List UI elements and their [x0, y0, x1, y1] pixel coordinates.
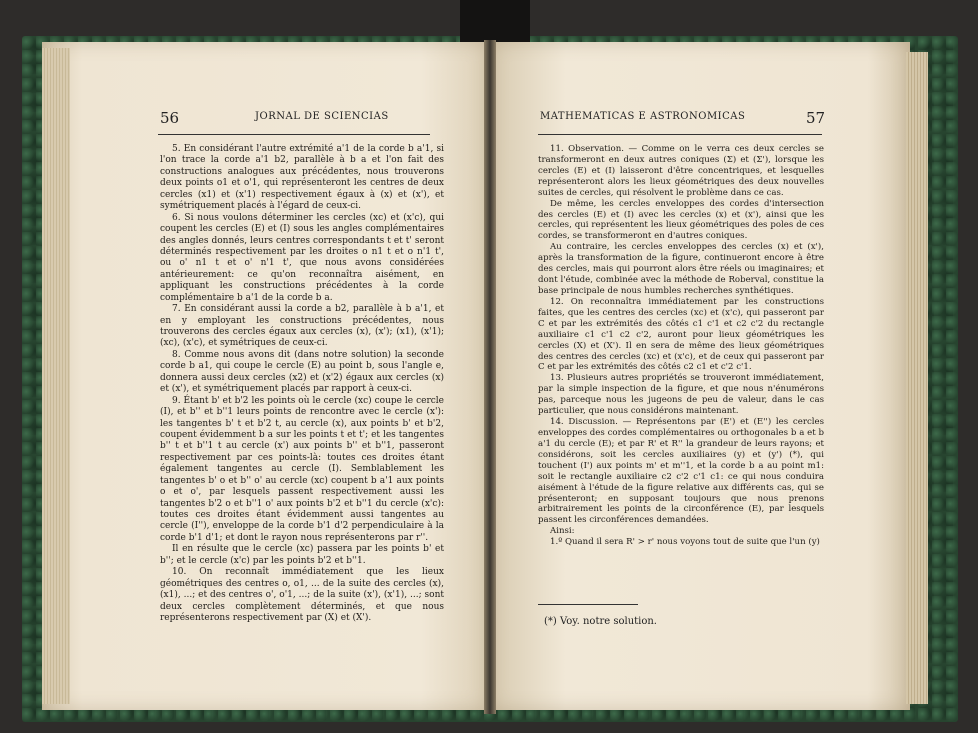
right-running-header: MATHEMATICAS E ASTRONOMICAS — [540, 111, 746, 122]
paragraph-10: 10. On reconnaît immédiatement que les lieux géométriques des centres o, o1, ... de la suite des cercles (x), (x1), ...; et des centres o', o'1, ...; de la suite (x'), (x'1), ...; sont deux cercles complètement déterminés, et que nous représenterons respectivement par (X) et (X'). — [160, 567, 444, 623]
paragraph-9: 9. Étant b' et b'2 les points où le cercle (xc) coupe le cercle (I), et b'' et b''1 leurs points de rencontre avec le cercle (x'): les tangentes b' t et b'2 t, au cercle (x), aux points b' et b'2, coupent évidemment b a sur les points t et t'; et les tangentes b'' t et b''1 t au cercle (x') aux points b'' et b''1, passeront respectivement par ces points-là: toutes ces droites étant également tangentes au cercle (I). Semblablement les tangentes b' o et b'' o' au cercle (xc) coupent b a'1 aux points o et o', par lesquels passent respectivement aussi les tangentes b'2 o et b''1 o' aux points b'2 et b''1 du cercle (x'c): toutes ces droites étant évidemment aussi tangentes au cercle (I''), enveloppe de la corde b'1 d'2 perpendiculaire à la corde b'1 d'1; et dont le rayon nous représenterons par r''. — [160, 395, 444, 543]
paragraph-6: 6. Si nous voulons déterminer les cercles (xc) et (x'c), qui coupent les cercles (E) et (I) sous les angles complémentaires des angles donnés, leurs centres correspondants t et t' seront déterminés respectivement par les droites o n1 t et o n'1 t', ou o' n1 t et o' n'1 t', que nous avons considérées antérieurement: ce qu'on reconnaîtra aisément, en appliquant les constructions précédentes à la corde complémentaire b a'1 de la corde b a. — [160, 212, 444, 303]
paragraph-11c: Au contraire, les cercles enveloppes des cercles (x) et (x'), après la transformation de la figure, continueront encore à être des cercles, mais qui pourront alors être réels ou imaginaires; et dont l'étude, combinée avec la méthode de Roberval, constitue la base principale de nous humbles recherches synthétiques. — [538, 242, 824, 296]
right-text-column — [538, 144, 824, 548]
book-gutter — [484, 40, 496, 714]
right-page-number: 57 — [806, 109, 826, 127]
left-page-number: 56 — [160, 109, 180, 127]
left-header-rule — [158, 134, 430, 135]
paragraph-case-1: 1.º Quand il sera R' > r' nous voyons tout de suite que l'un (y) — [550, 537, 820, 548]
right-page-edges — [906, 52, 928, 704]
paragraph-13: 13. Plusieurs autres propriétés se trouveront immédiatement, par la simple inspection de la figure, et que nous n'énumérons pas, parceque nous les jugeons de peu de valeur, dans le cas particulier, que nous considérons maintenant. — [538, 373, 824, 417]
paragraph-12: 12. On reconnaîtra immédiatement par les constructions faites, que les centres des cercles (xc) et (x'c), qui passeront par C et par les extrémités des côtés c1 c'1 et c2 c'2 du rectangle auxiliaire c1 c'1 c2 c'2, auront pour lieux géométriques les cercles (X) et (X'). Il en sera de même des lieux géométriques des centres des cercles (xc) et (x'c), et de ceux qui passeront par C et par les extrémités des côtés c2 c1 et c'2 c'1. — [538, 296, 824, 373]
left-text-column — [160, 144, 444, 624]
paragraph-5: 5. En considérant l'autre extrémité a'1 de la corde b a'1, si l'on trace la corde a'1 b2, parallèle à b a et l'on fait des constructions analogues aux précédentes, nous trouverons deux points o1 et o'1, qui représenteront les centres de deux cercles (x1) et (x'1) respectivement égaux à (x) et (x'), et symétriquement placés à l'égard de ceux-ci. — [160, 144, 444, 212]
paragraph-9-result: Il en résulte que le cercle (xc) passera par les points b' et b''; et le cercle (x'c) par les points b'2 et b''1. — [160, 544, 444, 566]
spine-shadow — [460, 0, 530, 44]
footnote: (*) Voy. notre solution. — [544, 616, 657, 627]
footnote-rule — [538, 604, 638, 605]
paragraph-11b: De même, les cercles enveloppes des cordes d'intersection des cercles (E) et (I) avec les cercles (x) et (x'), ainsi que les cercles, qui représentent les lieux géométriques des poles de ces cordes, se transformeront en d'autres coniques. — [538, 198, 824, 242]
left-page-edges — [42, 48, 70, 704]
left-running-header: JORNAL DE SCIENCIAS — [255, 111, 389, 122]
paragraph-8: 8. Comme nous avons dit (dans notre solution) la seconde corde b a1, qui coupe le cercle (E) au point b, sous l'angle e, donnera aussi deux cercles (x2) et (x'2) égaux aux cercles (x) et (x'), et symétriquement placés par rapport à ceux-ci. — [160, 349, 444, 395]
paragraph-ainsi: Ainsi: — [550, 526, 575, 537]
paragraph-7: 7. En considérant aussi la corde a b2, parallèle à b a'1, et en y employant les constructions précédentes, nous trouverons des cercles égaux aux cercles (x), (x'); (x1), (x'1); (xc), (x'c), et symétriques de ceux-ci. — [160, 304, 444, 349]
right-header-rule — [538, 134, 822, 135]
paragraph-14: 14. Discussion. — Représentons par (E') et (E'') les cercles enveloppes des cordes complémentaires ou orthogonales b a et b a'1 du cercle (E); et par R' et R'' la grandeur de leurs rayons; et considérons, soit les cercles auxiliaires (y) et (y') (*), qui touchent (I') aux points m' et m''1, et la corde b a au point m1: soit le rectangle auxiliaire c2 c'2 c'1 c1: ce qui nous conduira aisément à l'étude de la figure relative aux différents cas, qui se présenteront; en supposant toujours que nous prenons arbitrairement les points de la circonférence (E), par lesquels passent les circonférences demandées. — [538, 417, 824, 526]
paragraph-11: 11. Observation. — Comme on le verra ces deux cercles se transformeront en deux autres coniques (Σ) et (Σ'), lorsque les cercles (E) et (I) laisseront d'être concentriques, et lesquelles représenteront alors les lieux géométriques des deux nouvelles suites de cercles, qui résolvent le problème dans ce cas. — [538, 144, 824, 198]
